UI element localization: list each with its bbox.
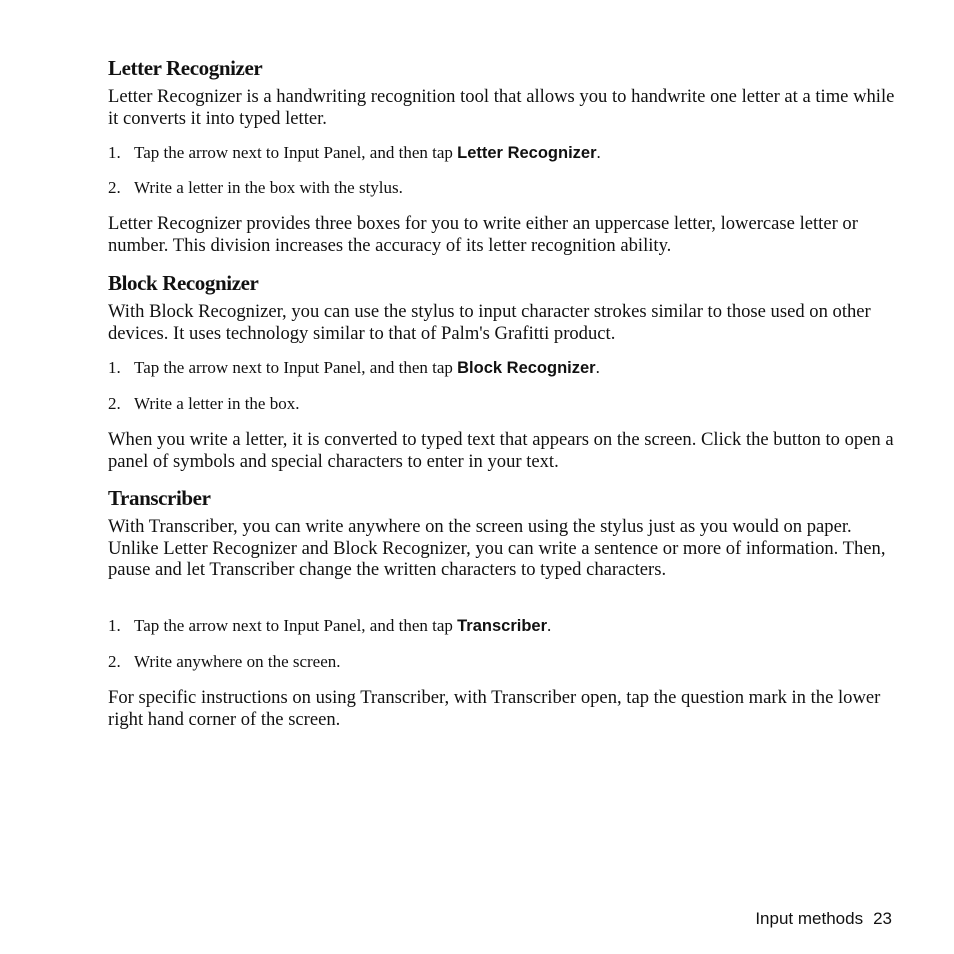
section-outro-transcriber: For specific instructions on using Transcriber, with Transcriber open, tap the question mark in the lower right hand corner of the screen.	[108, 687, 881, 730]
step-number: 2.	[108, 652, 121, 671]
section-heading-transcriber: Transcriber	[108, 486, 211, 510]
step-text: Tap the arrow next to Input Panel, and then tap	[134, 358, 458, 377]
step-item	[108, 652, 898, 672]
step-end: .	[547, 616, 552, 635]
page-footer	[755, 909, 892, 929]
step-text: Write a letter in the box.	[134, 394, 300, 413]
step-item	[108, 178, 898, 198]
section-outro-letter-recognizer: Letter Recognizer provides three boxes for you to write either an uppercase letter, lowercase letter or number. This division increases the accuracy of its letter recognition ability.	[108, 213, 858, 256]
step-number: 1.	[108, 143, 121, 162]
section-intro-block-recognizer: With Block Recognizer, you can use the stylus to input character strokes similar to those used on other devices. It uses technology similar to that of Palm's Grafitti product.	[108, 301, 871, 344]
step-ui-label: Transcriber	[457, 617, 548, 635]
step-text: Write a letter in the box with the stylus.	[134, 178, 403, 197]
section-intro-transcriber: With Transcriber, you can write anywhere on the screen using the stylus just as you would on paper. Unlike Letter Recognizer and Block Recognizer, you can write a sentence or more of information. Then, pause and let Transcriber change the written characters to typed characters.	[108, 516, 886, 580]
document-page	[108, 0, 898, 954]
section-heading-block-recognizer: Block Recognizer	[108, 271, 259, 295]
step-text: Write anywhere on the screen.	[134, 652, 341, 671]
step-item	[108, 358, 898, 378]
step-ui-label: Block Recognizer	[457, 359, 596, 377]
page-number: 23	[873, 909, 892, 928]
section-heading-letter-recognizer: Letter Recognizer	[108, 56, 263, 80]
step-item	[108, 616, 898, 636]
step-ui-label: Letter Recognizer	[457, 144, 597, 162]
step-number: 2.	[108, 178, 121, 197]
step-end: .	[595, 358, 600, 377]
section-intro-letter-recognizer: Letter Recognizer is a handwriting recognition tool that allows you to handwrite one letter at a time while it converts it into typed letter.	[108, 86, 895, 129]
step-number: 2.	[108, 394, 121, 413]
step-end: .	[596, 143, 601, 162]
section-outro-block-recognizer: When you write a letter, it is converted to typed text that appears on the screen. Click the button to open a panel of symbols and special characters to enter in your text.	[108, 429, 894, 472]
step-number: 1.	[108, 358, 121, 377]
footer-section-title: Input methods	[755, 909, 864, 928]
step-text: Tap the arrow next to Input Panel, and then tap	[134, 616, 458, 635]
step-item	[108, 394, 898, 414]
step-number: 1.	[108, 616, 121, 635]
step-text: Tap the arrow next to Input Panel, and then tap	[134, 143, 458, 162]
step-item	[108, 143, 898, 163]
